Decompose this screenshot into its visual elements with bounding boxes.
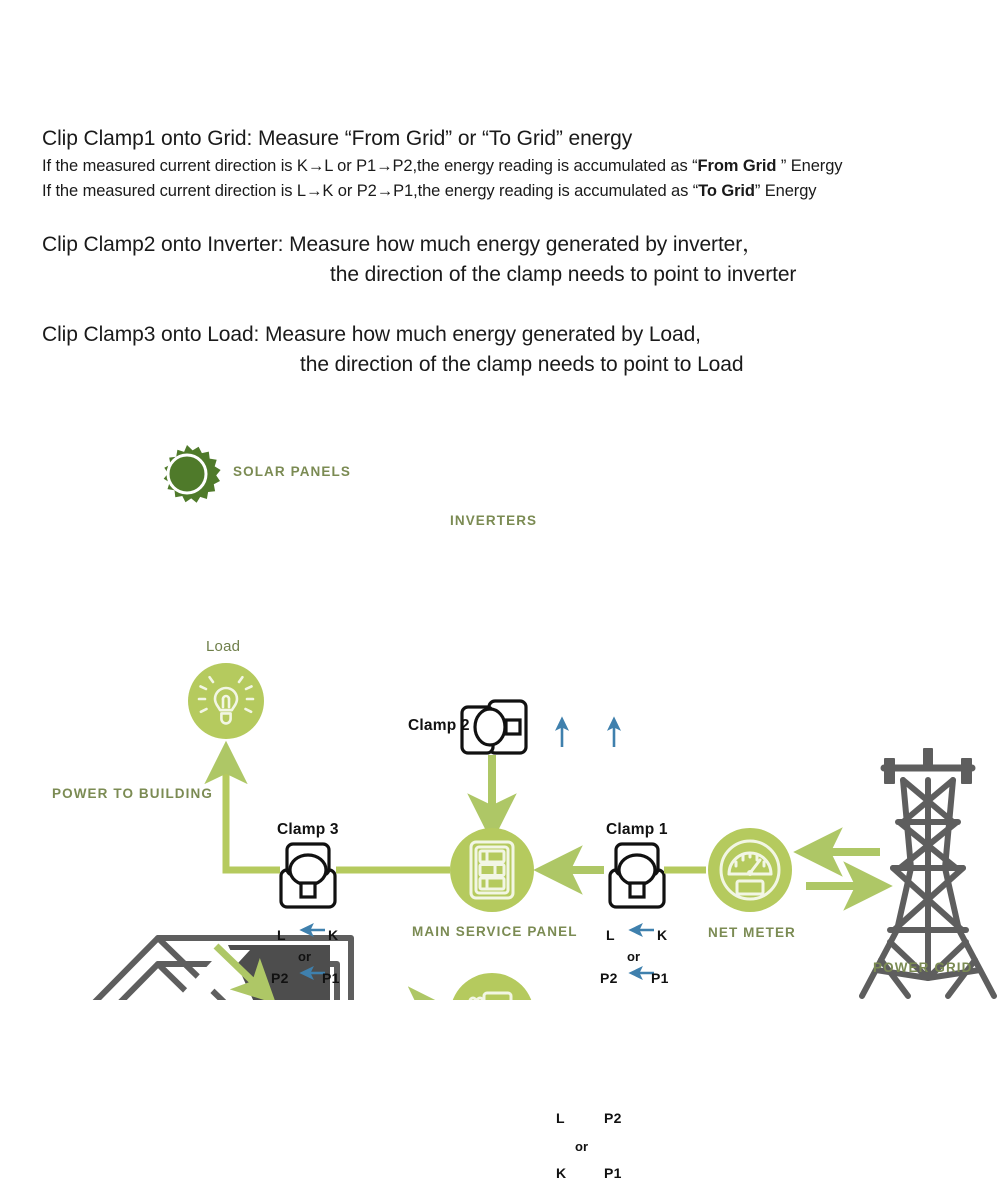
instruction-group-clamp3 xyxy=(42,320,992,380)
clamp3-terminal-row1-left: L xyxy=(277,927,286,943)
clamp3-terminal-row2-left: P2 xyxy=(271,970,289,986)
clamp1-line1 xyxy=(42,154,992,179)
transmission-tower-icon xyxy=(862,748,994,996)
main-service-panel-node xyxy=(450,828,534,912)
clamp1-terminal-row1-right: K xyxy=(657,927,668,943)
clamp1-terminal-row1-left: L xyxy=(606,927,615,943)
clamp2-terminal-right-top: P2 xyxy=(604,1110,622,1126)
clamp1-line1-pre: If the measured current direction is K→L or P1→P2,the energy reading is accumulated as “ xyxy=(42,157,698,175)
inverter-circle xyxy=(450,973,534,1000)
clamp2-terminal-left-top: L xyxy=(556,1110,565,1126)
clamp3-terminal-or: or xyxy=(298,949,311,964)
label-inverters: INVERTERS xyxy=(450,513,538,528)
clamp1-terminal-row2-left: P2 xyxy=(600,970,618,986)
clamp2-icon xyxy=(462,701,526,753)
instruction-group-clamp1 xyxy=(42,124,992,204)
clamp1-terminal-or: or xyxy=(627,949,640,964)
instruction-group-clamp2 xyxy=(42,230,992,290)
clamp1-terminal-row2-right: P1 xyxy=(651,970,669,986)
clamp1-heading: Clip Clamp1 onto Grid: Measure “From Grid” or “To Grid” energy xyxy=(42,127,633,150)
clamp1-line2-bold: To Grid xyxy=(698,182,755,200)
label-load: Load xyxy=(206,638,241,655)
clamp2-line1: the direction of the clamp needs to point to inverter xyxy=(330,263,797,286)
clamp3-terminal-row1-right: K xyxy=(328,927,339,943)
inverter-node xyxy=(450,973,534,1000)
clamp3-icon xyxy=(281,844,335,907)
label-solar-panels: SOLAR PANELS xyxy=(233,464,351,479)
clamp3-line1: the direction of the clamp needs to point to Load xyxy=(300,353,744,376)
label-clamp3: Clamp 3 xyxy=(277,821,339,838)
spacer-2 xyxy=(42,290,992,320)
clamp2-terminal-or: or xyxy=(575,1139,588,1154)
sun-icon xyxy=(164,445,221,503)
instructions-block xyxy=(42,124,992,380)
clamp1-icon xyxy=(610,844,664,907)
label-clamp1: Clamp 1 xyxy=(606,821,668,838)
clamp3-terminal-row2-right: P1 xyxy=(322,970,340,986)
clamp1-line2-post: ” Energy xyxy=(754,182,817,200)
clamp3-heading: Clip Clamp3 onto Load: Measure how much energy generated by Load, xyxy=(42,323,701,346)
clamp2-terminal-left-bottom: K xyxy=(556,1165,567,1181)
clamp2-heading: Clip Clamp2 onto Inverter: Measure how much energy generated by inverter， xyxy=(42,233,764,256)
label-main-service-panel: MAIN SERVICE PANEL xyxy=(412,924,578,939)
label-power-to-building: POWER TO BUILDING xyxy=(52,786,213,801)
label-power-grid: POWER GRID xyxy=(873,960,973,975)
line-clamp3-to-load xyxy=(226,752,280,870)
clamp1-line2-pre: If the measured current direction is L→K or P2→P1,the energy reading is accumulated as “ xyxy=(42,182,699,200)
clamp1-line1-bold: From Grid xyxy=(697,157,781,175)
clamp1-line2 xyxy=(42,179,992,204)
label-clamp2: Clamp 2 xyxy=(408,717,470,734)
spacer-1 xyxy=(42,204,992,230)
clamp2-terminal-right-bottom: P1 xyxy=(604,1165,622,1181)
system-diagram xyxy=(0,430,1000,1181)
clamp1-line1-post: ” Energy xyxy=(780,157,843,175)
label-net-meter: NET METER xyxy=(708,925,796,940)
load-circle xyxy=(188,663,264,739)
load-node xyxy=(188,663,264,739)
net-meter-node xyxy=(708,828,792,912)
